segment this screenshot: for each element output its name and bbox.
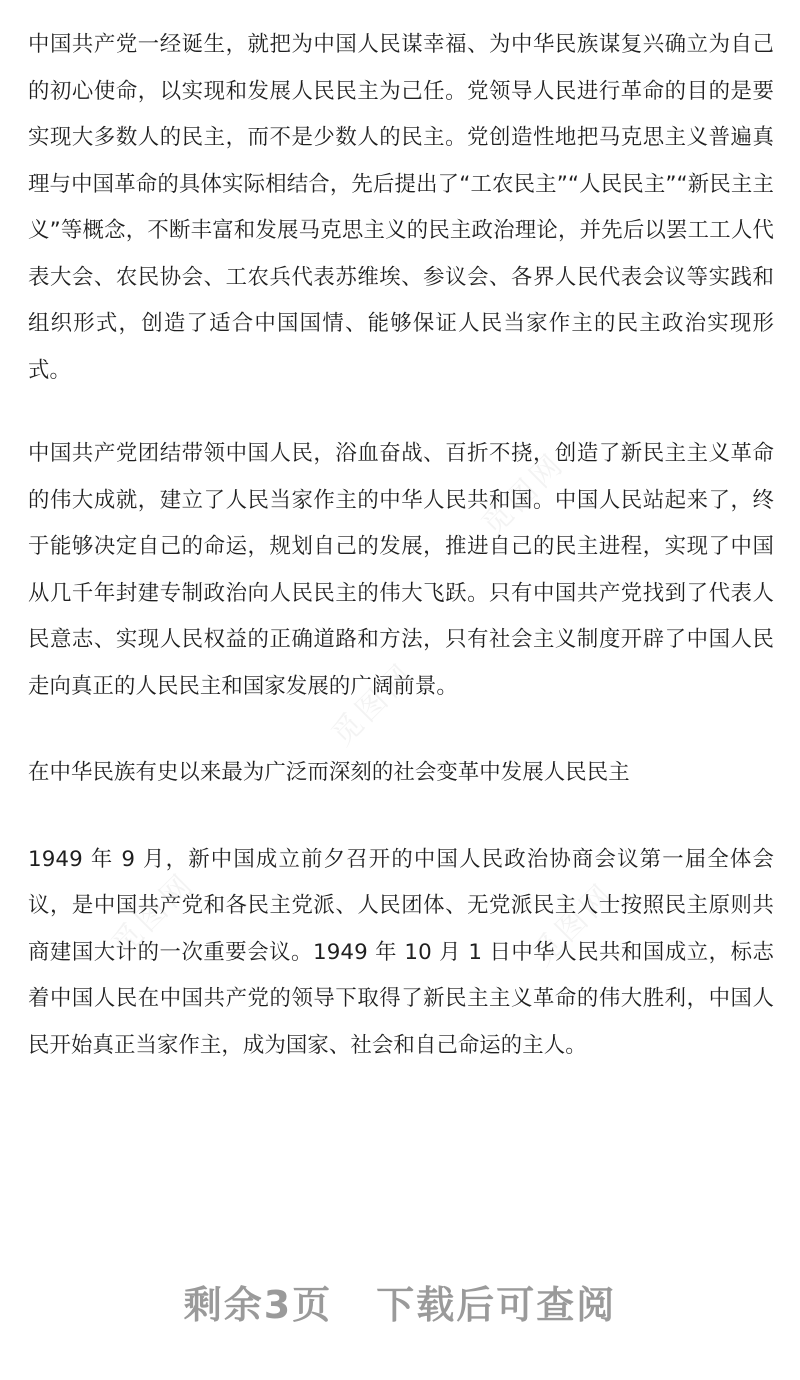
section-heading: 在中华民族有史以来最为广泛而深刻的社会变革中发展人民民主 [28,760,630,785]
download-prompt[interactable] [0,1274,800,1329]
paragraph-party-mission: 中国共产党一经诞生，就把为中国人民谋幸福、为中华民族谋复兴确立为自己的初心使命，以实现和发展人民民主为己任。党领导人民进行革命的目的是要实现大多数人的民主，而不是少数人的民主。党创造性地把马克思主义普遍真理与中国革命的具体实际相结合，先后提出了“工农民主”“人民民主”“新民主主义”等概念，不断丰富和发展马克思主义的民主政治理论，并先后以罢工工人代表大会、农民协会、工农兵代表苏维埃、参议会、各界人民代表会议等实践和组织形式，创造了适合中国国情、能够保证人民当家作主的民主政治实现形式。 [28,32,774,383]
remaining-pages-label: 剩余3页 [183,1283,333,1327]
document-body [28,22,774,1069]
download-hint-label: 下载后可查阅 [376,1283,617,1327]
watermark: 觅图网 [475,446,572,543]
watermark: 觅图网 [105,866,202,963]
paragraph-founding-1949: 1949 年 9 月，新中国成立前夕召开的中国人民政治协商会议第一届全体会议，是中国共产党和各民主党派、人民团体、无党派民主人士按照民主原则共商建国大计的一次重要会议。1949 年 10 月 1 日中华人民共和国成立，标志着中国人民在中国共产党的领导下取得了新民主主义革命的伟大胜利，中国人民开始真正当家作主，成为国家、社会和自己命运的主人。 [28,846,774,1058]
paragraph-new-democratic-revolution: 中国共产党团结带领中国人民，浴血奋战、百折不挠，创造了新民主主义革命的伟大成就，建立了人民当家作主的中华人民共和国。中国人民站起来了，终于能够决定自己的命运，规划自己的发展，推进自己的民主进程，实现了中国从几千年封建专制政治向人民民主的伟大飞跃。只有中国共产党找到了代表人民意志、实现人民权益的正确道路和方法，只有社会主义制度开辟了中国人民走向真正的人民民主和国家发展的广阔前景。 [28,441,774,699]
watermark: 觅图网 [525,876,622,973]
watermark: 觅图网 [325,656,422,753]
